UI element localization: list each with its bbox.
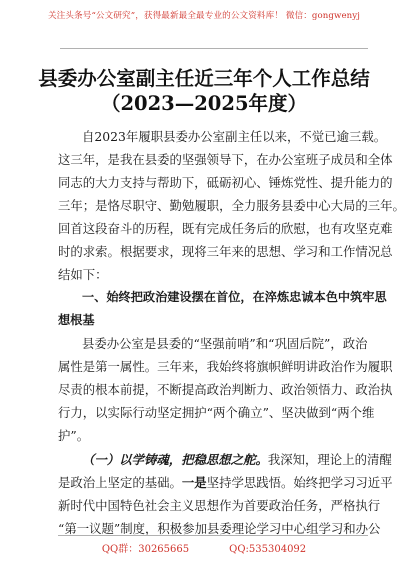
paragraph-line: 护”。 — [58, 428, 90, 443]
paragraph-line: 同志的大力支持与帮助下，砥砺初心、锤炼党性、提升能力的 — [58, 175, 393, 190]
paragraph-text: 是政治上坚定的基础。 — [58, 475, 182, 490]
header-promo-note: 关注头条号“公文研究”，获得最新最全最专业的公文资料库！ 微信：gongwenyj — [47, 11, 361, 21]
emphasis-text: 一是 — [181, 475, 207, 490]
document-subtitle: （2023—2025年度） — [100, 92, 308, 115]
paragraph-line — [82, 450, 392, 468]
paragraph-text: 坚持学思践悟。始终把学习习近平 — [206, 475, 393, 490]
header-divider — [60, 48, 368, 49]
qq-contact-text: QQ:535304092 — [229, 544, 307, 555]
paragraph-line: “第一议题”制度，积极参加县委理论学习中心组学习和办公 — [58, 521, 381, 536]
paragraph-line: 结如下： — [58, 267, 108, 282]
paragraph-line: 自2023年履职县委办公室副主任以来，不觉已逾三载。 — [82, 129, 387, 144]
paragraph-line: 尽责的根本前提，不断提高政治判断力、政治领悟力、政治执 — [58, 382, 393, 397]
paragraph-line — [58, 473, 393, 491]
subsection-heading: （一）以学铸魂，把稳思想之舵。 — [82, 452, 268, 467]
document-title: 县委办公室副主任近三年个人工作总结 — [38, 67, 370, 90]
paragraph-line: 时的求索。根据要求，现将三年来的思想、学习和工作情况总 — [58, 244, 393, 259]
paragraph-line: 县委办公室是县委的“坚强前哨”和“巩固后院”，政治 — [82, 336, 368, 351]
paragraph-line: 这三年，是我在县委的坚强领导下，在办公室班子成员和全体 — [58, 152, 393, 167]
paragraph-text: 我深知，理论上的清醒 — [267, 452, 392, 467]
paragraph-line: 三年；是恪尽职守、勤勉履职，全力服务县委中心大局的三年。 — [58, 198, 405, 213]
section-heading: 一、始终把政治建设摆在首位，在淬炼忠诚本色中筑牢思 — [82, 290, 387, 304]
paragraph-line: 行力，以实际行动坚定拥护“两个确立”、坚决做到“两个维 — [58, 405, 375, 420]
paragraph-line: 回首这段奋斗的历程，既有完成任务后的欣慰，也有攻坚克难 — [58, 221, 393, 236]
qq-group-text: QQ群：30265665 — [101, 544, 190, 555]
paragraph-line: 属性是第一属性。三年来，我始终将旗帜鲜明讲政治作为履职 — [58, 359, 393, 374]
section-heading: 想根基 — [58, 313, 95, 327]
footer-divider — [58, 535, 368, 536]
footer-contact — [0, 540, 408, 555]
paragraph-line: 新时代中国特色社会主义思想作为首要政治任务，严格执行 — [58, 498, 381, 513]
